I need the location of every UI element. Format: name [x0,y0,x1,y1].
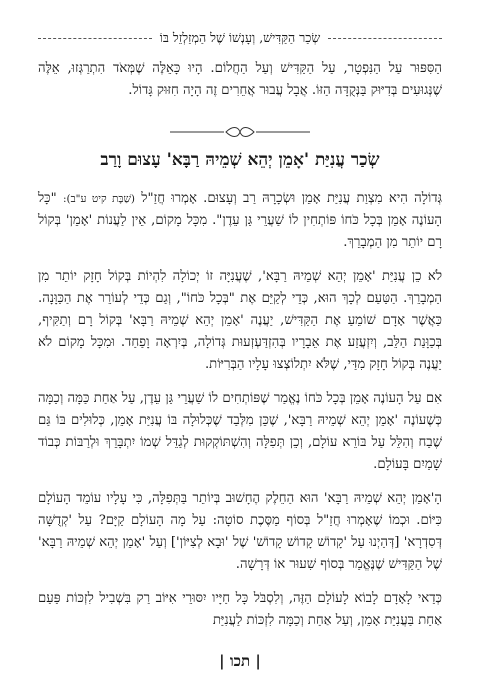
paragraph-2: לֹא כֵן עֲנִיַּת 'אָמֵן יְהֵא שְׁמֵיהּ רַבָּא', שֶׁעֲנִיָּה זוֹ יְכוֹלָה לִהְיוֹת בְּקוֹל חָזָק יוֹתֵר מִן הַמְבָרֵךְ. הַטַּעַם לְכָךְ הוּא, כְּדֵי לְקַיֵּם אֶת "בְּכָל כֹּחוֹ", וְגַם כְּדֵי לְעוֹרֵר אֶת הַכַּוָּנָה. כַּאֲשֶׁר אָדָם שׁוֹמֵעַ אֶת הַקַּדִּישׁ, יַעֲנֶה 'אָמֵן יְהֵא שְׁמֵיהּ רַבָּא' בְּקוֹל רָם וְתַקִּיף, בְּכַוָּנַת הַלֵּב, וְיִזְעֲזַע אֶת אֵבָרָיו בְּהִזְדַּעְזְעוּת גְּדוֹלָה, בְּיִרְאָה וָפַחַד. וּמִכָּל מָקוֹם לֹא יַעֲנֶה בְּקוֹל חָזָק מִדַּי, שֶׁלֹּא יִתְלוֹצְצוּ עָלָיו הַבְּרִיּוֹת. [38,269,442,372]
header-rule-left [38,38,152,39]
paragraph-1-text-b: "כָּל הָעוֹנֶה אָמֵן בְּכָל כֹּחוֹ פּוֹתְחִין לוֹ שַׁעֲרֵי גַּן עֵדֶן". מִכָּל מָקוֹם, אֵין לַעֲנוֹת 'אָמֵן' בְּקוֹל רָם יוֹתֵר מִן הַמְבָרֵךְ. [38,191,442,250]
paragraph-5: כְּדַאי לָאָדָם לָבוֹא לָעוֹלָם הַזֶּה, וְלִסְבֹּל כָּל חַיָּיו יִסּוּרֵי אִיּוֹב רַק בִּשְׁבִיל לִזְכּוֹת פַּעַם אַחַת בַּעֲנִיַּת אָמֵן, וְעַל אַחַת וְכַמָּה לִזְכּוֹת לַעֲנִיַּת [38,591,442,628]
section-heading: שְׂכַר עֲנִיַּת 'אָמֵן יְהֵא שְׁמֵיהּ רַבָּא' עָצוּם וָרַב [100,150,380,170]
header-rule-right [328,38,442,39]
running-title: שְׂכַר הַקַּדִּישׁ, וְעָנְשׁוֹ שֶׁל הַמְזַלְזֵל בּוֹ [159,30,321,45]
citation: (שַׁבָּת קיט ע"ב): [62,193,135,205]
paragraph-1 [38,188,442,254]
paragraph-3: אִם עַל הָעוֹנֶה אָמֵן בְּכָל כֹּחוֹ נֶאֱמַר שֶׁפּוֹתְחִים לוֹ שַׁעֲרֵי גַּן עֵדֶן, עַל אַחַת כַּמָּה וְכַמָּה כְּשֶׁעוֹנֶה 'אָמֵן יְהֵא שְׁמֵיהּ רַבָּא', שֶׁכֵּן מִלְּבַד שֶׁכְּלוּלָה בּוֹ עֲנִיַּת אָמֵן, כְּלוּלִים בּוֹ גַּם שֶׁבַח וְהִלֵּל עַל בּוֹרֵא עוֹלָם, וְכֵן תְּפִלָּה וְהִשְׁתּוֹקְקוּת לְגַדֵּל שְׁמוֹ יִתְבָּרֵךְ וּלְרַבּוֹת כְּבוֹד שָׁמַיִם בָּעוֹלָם. [38,391,442,472]
intro-paragraph: הַסִּפּוּר עַל הַנִּפְטָר, עַל הַקַּדִּישׁ וְעַל הַחֲלוֹם. הָיוּ כָּאֵלֶּה שֶׁמְּאֹד הִתְרַגְּזוּ, אֵלֶּה שֶׁנְּגוּעִים בְּדִיּוּק בַּנְּקֻדָּה הַזּוֹ. אֲבָל עֲבוּר אֲחֵרִים זֶה הָיָה חִזּוּק גָּדוֹל. [38,61,442,98]
paragraph-4: הָ'אָמֵן יְהֵא שְׁמֵיהּ רַבָּא' הוּא הַחֵלֶק הֶחָשׁוּב בְּיוֹתֵר בַּתְּפִלָּה, כִּי עָלָיו עוֹמֵד הָעוֹלָם כִּיּוֹם. וּכְמוֹ שֶׁאָמְרוּ חֲזַ"ל בְּסוֹף מַסֶּכֶת סוֹטָה: עַל מָה הָעוֹלָם קַיָּם? עַל 'קְדֻשָּׁה דְּסִדְרָא' [דְּהַיְנוּ עַל 'קָדוֹשׁ קָדוֹשׁ קָדוֹשׁ' שֶׁל 'וּבָא לְצִיּוֹן'] וְעַל 'אָמֵן יְהֵא שְׁמֵיהּ רַבָּא' שֶׁל הַקַּדִּישׁ שֶׁנֶּאֱמַר בְּסוֹף שִׁעוּר אוֹ דְּרָשָׁה. [38,491,442,572]
section-divider-ornament [0,126,480,138]
paragraph-1-text-a: גְּדוֹלָה הִיא מִצְוַת עֲנִיַּת אָמֵן וּשְׂכָרָהּ רַב וְעָצוּם. אָמְרוּ חֲזַ"ל [141,191,442,206]
page-number: | תכו | [219,652,261,670]
section-body [38,188,442,644]
running-header [38,30,442,46]
